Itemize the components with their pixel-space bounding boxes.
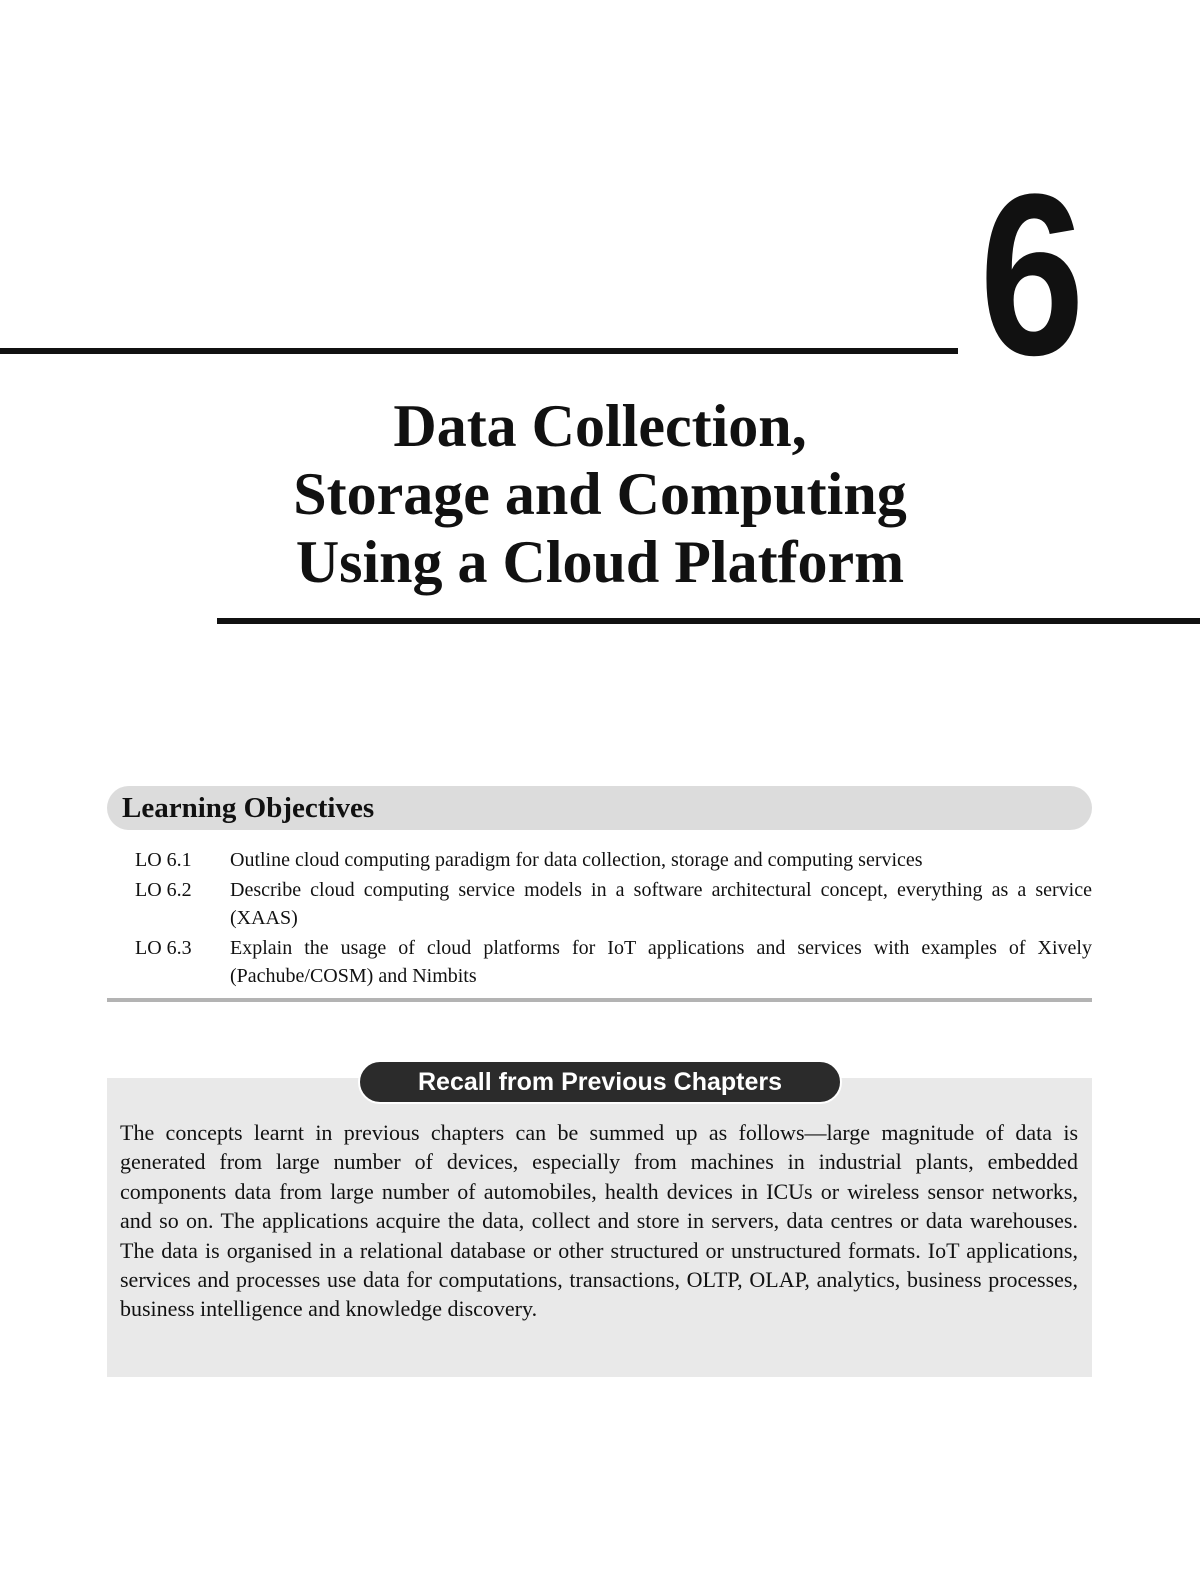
chapter-title-rule	[217, 618, 1200, 624]
learning-objectives-heading: Learning Objectives	[122, 792, 375, 824]
chapter-number: 6	[979, 146, 1085, 403]
learning-objective-item	[135, 934, 1092, 990]
objective-code: LO 6.3	[135, 937, 192, 959]
learning-objectives-list	[135, 846, 1092, 992]
learning-objective-item	[135, 876, 1092, 932]
chapter-title-line: Storage and Computing	[293, 461, 907, 527]
chapter-title-line: Data Collection,	[393, 393, 807, 459]
chapter-title	[150, 392, 1050, 596]
objective-text: Explain the usage of cloud platforms for IoT applications and services with examples of Xively (Pachube/COSM) and Nimbits	[230, 937, 1092, 987]
objective-text: Describe cloud computing service models in a software architectural concept, everything as a service (XAAS)	[230, 879, 1092, 929]
objective-code: LO 6.2	[135, 879, 192, 901]
recall-body: The concepts learnt in previous chapters can be summed up as follows—large magnitude of data is generated from large number of devices, especially from machines in industrial plants, embedded components data from large number of automobiles, health devices in ICUs or wireless sensor networks, and so on. The applications acquire the data, collect and store in servers, data centres or data warehouses. The data is organised in a relational database or other structured or unstructured formats. IoT applications, services and processes use data for computations, transactions, OLTP, OLAP, analytics, business processes, business intelligence and knowledge discovery.	[120, 1120, 1078, 1322]
recall-heading: Recall from Previous Chapters	[358, 1060, 842, 1104]
learning-objectives-header	[107, 786, 1092, 830]
chapter-title-line: Using a Cloud Platform	[295, 529, 905, 595]
objective-code: LO 6.1	[135, 849, 192, 871]
learning-objectives-divider	[107, 998, 1092, 1002]
objective-text: Outline cloud computing paradigm for data collection, storage and computing services	[230, 849, 923, 871]
chapter-rule-top	[0, 348, 958, 354]
learning-objective-item	[135, 846, 1092, 874]
